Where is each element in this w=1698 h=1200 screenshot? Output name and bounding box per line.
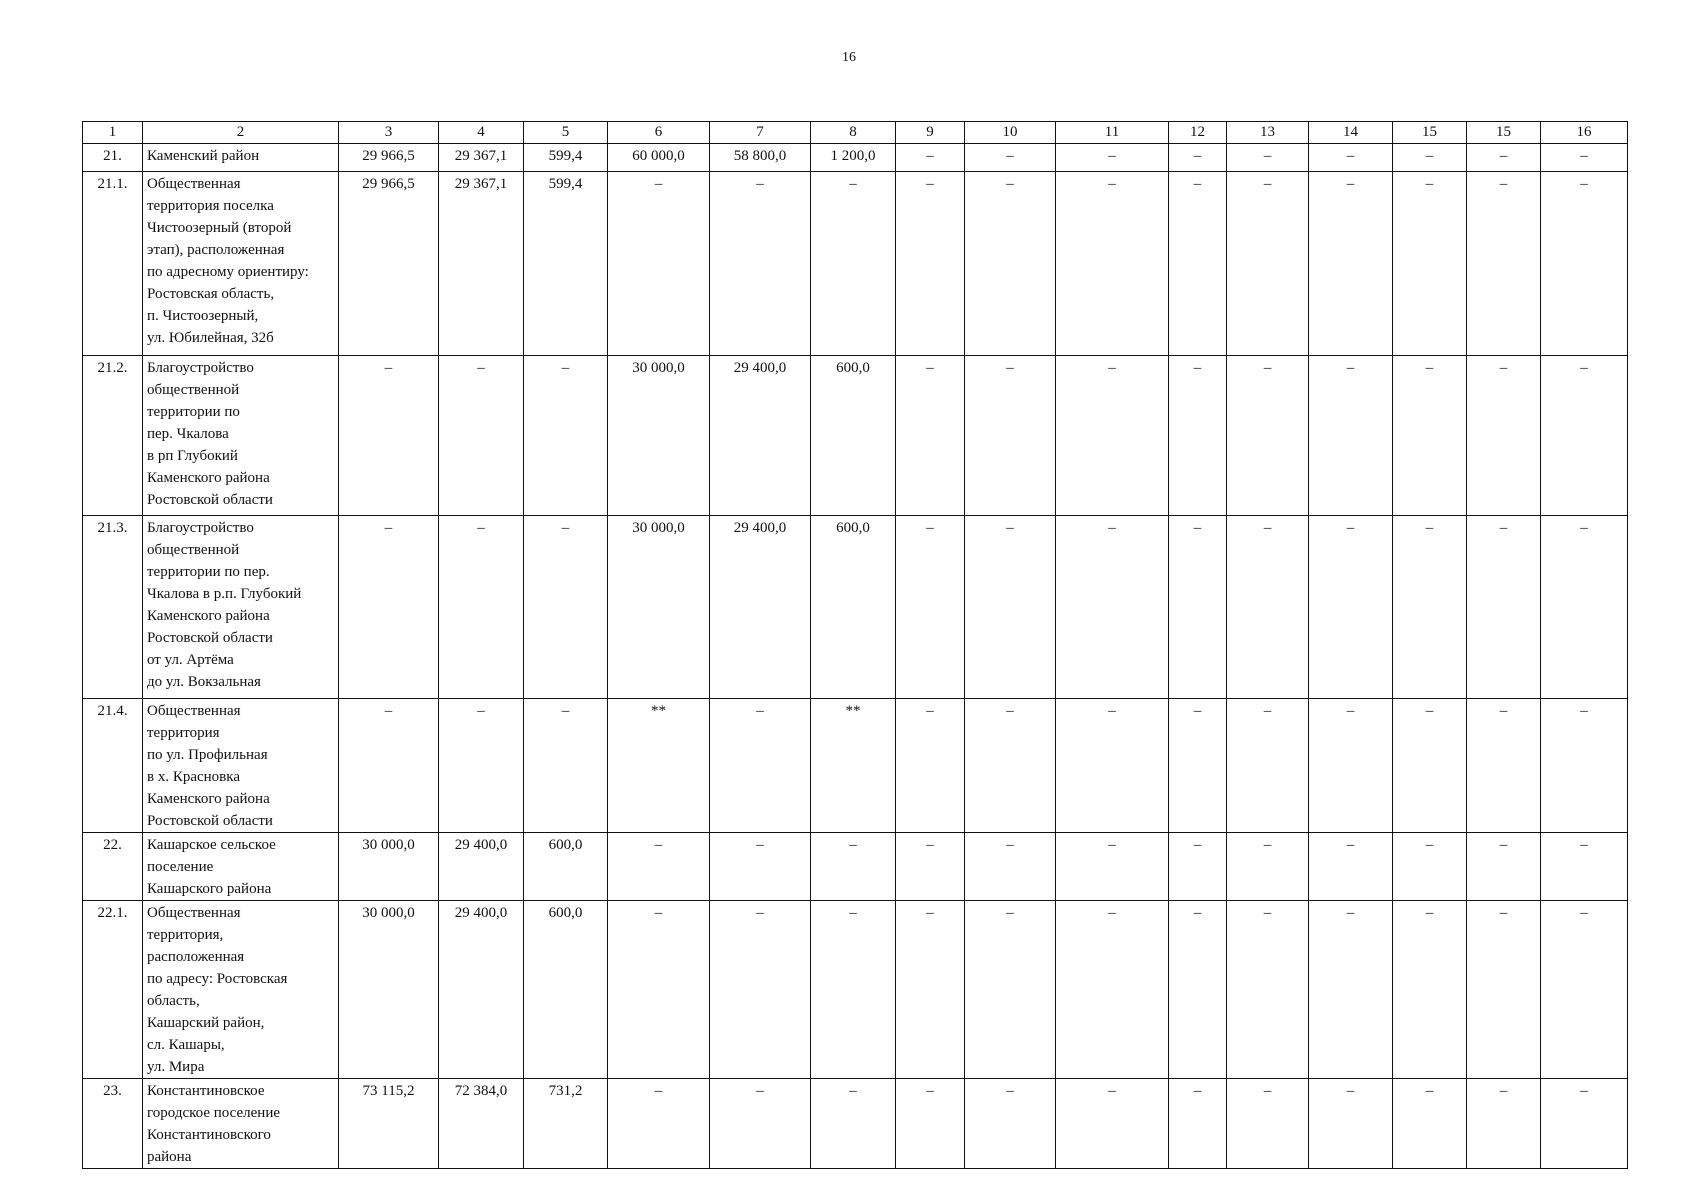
value-cell: – xyxy=(439,516,524,699)
value-cell: – xyxy=(1227,144,1309,172)
header-cell: 1 xyxy=(83,122,143,144)
value-cell: 731,2 xyxy=(524,1079,608,1169)
value-cell: – xyxy=(1467,1079,1541,1169)
value-cell: 72 384,0 xyxy=(439,1079,524,1169)
row-name: Общественная территория, расположенная по адресу: Ростовская область, Кашарский район, сл. Кашары, ул. Мира xyxy=(143,901,339,1079)
value-cell: – xyxy=(1309,516,1393,699)
row-number: 23. xyxy=(83,1079,143,1169)
value-cell: – xyxy=(1309,699,1393,833)
row-number: 22. xyxy=(83,833,143,901)
value-cell: – xyxy=(1227,356,1309,516)
header-cell: 4 xyxy=(439,122,524,144)
table-row xyxy=(83,699,1628,833)
header-cell: 2 xyxy=(143,122,339,144)
value-cell: 29 400,0 xyxy=(439,901,524,1079)
row-number: 22.1. xyxy=(83,901,143,1079)
value-cell: – xyxy=(1309,833,1393,901)
table-body xyxy=(83,144,1628,1169)
value-cell: – xyxy=(608,172,710,356)
value-cell: – xyxy=(1056,1079,1169,1169)
value-cell: – xyxy=(710,699,811,833)
value-cell: – xyxy=(710,172,811,356)
row-number: 21.1. xyxy=(83,172,143,356)
value-cell: – xyxy=(965,516,1056,699)
value-cell: – xyxy=(1169,1079,1227,1169)
value-cell: – xyxy=(965,172,1056,356)
value-cell: – xyxy=(896,172,965,356)
value-cell: – xyxy=(1467,901,1541,1079)
row-name: Благоустройство общественной территории по пер. Чкалова в р.п. Глубокий Каменского района Ростовской области от ул. Артёма до ул. Вокзальная xyxy=(143,516,339,699)
value-cell: 600,0 xyxy=(524,901,608,1079)
value-cell: – xyxy=(524,516,608,699)
value-cell: 60 000,0 xyxy=(608,144,710,172)
header-cell: 7 xyxy=(710,122,811,144)
value-cell: – xyxy=(811,833,896,901)
value-cell: ** xyxy=(811,699,896,833)
value-cell: – xyxy=(1056,833,1169,901)
value-cell: – xyxy=(965,699,1056,833)
value-cell: 29 367,1 xyxy=(439,144,524,172)
header-cell: 12 xyxy=(1169,122,1227,144)
value-cell: 29 367,1 xyxy=(439,172,524,356)
value-cell: – xyxy=(439,699,524,833)
table-row xyxy=(83,901,1628,1079)
value-cell: – xyxy=(1169,901,1227,1079)
value-cell: – xyxy=(896,356,965,516)
value-cell: – xyxy=(339,699,439,833)
row-number: 21.2. xyxy=(83,356,143,516)
value-cell: – xyxy=(1393,699,1467,833)
value-cell: – xyxy=(1227,833,1309,901)
value-cell: – xyxy=(1309,172,1393,356)
value-cell: 73 115,2 xyxy=(339,1079,439,1169)
row-name: Константиновское городское поселение Константиновского района xyxy=(143,1079,339,1169)
value-cell: 29 400,0 xyxy=(710,356,811,516)
value-cell: – xyxy=(896,516,965,699)
header-cell: 15 xyxy=(1467,122,1541,144)
header-cell: 8 xyxy=(811,122,896,144)
value-cell: – xyxy=(1467,172,1541,356)
value-cell: 29 966,5 xyxy=(339,172,439,356)
value-cell: – xyxy=(965,356,1056,516)
header-cell: 5 xyxy=(524,122,608,144)
value-cell: – xyxy=(1056,356,1169,516)
header-cell: 3 xyxy=(339,122,439,144)
value-cell: – xyxy=(896,699,965,833)
table-row xyxy=(83,833,1628,901)
value-cell: 30 000,0 xyxy=(608,356,710,516)
value-cell: – xyxy=(1169,516,1227,699)
value-cell: – xyxy=(1541,144,1628,172)
row-number: 21.4. xyxy=(83,699,143,833)
value-cell: – xyxy=(1541,1079,1628,1169)
value-cell: – xyxy=(1309,144,1393,172)
value-cell: – xyxy=(608,901,710,1079)
header-cell: 13 xyxy=(1227,122,1309,144)
value-cell: – xyxy=(1309,356,1393,516)
value-cell: 29 400,0 xyxy=(710,516,811,699)
value-cell: ** xyxy=(608,699,710,833)
value-cell: – xyxy=(710,901,811,1079)
table-row xyxy=(83,1079,1628,1169)
value-cell: 29 966,5 xyxy=(339,144,439,172)
value-cell: 600,0 xyxy=(524,833,608,901)
value-cell: – xyxy=(1393,833,1467,901)
value-cell: – xyxy=(1169,144,1227,172)
value-cell: – xyxy=(896,144,965,172)
value-cell: – xyxy=(1227,699,1309,833)
row-name: Каменский район xyxy=(143,144,339,172)
value-cell: – xyxy=(811,901,896,1079)
page-number: 16 xyxy=(842,50,856,65)
header-cell: 9 xyxy=(896,122,965,144)
row-name: Общественная территория по ул. Профильная в х. Красновка Каменского района Ростовской области xyxy=(143,699,339,833)
value-cell: – xyxy=(1467,699,1541,833)
value-cell: – xyxy=(1169,833,1227,901)
value-cell: – xyxy=(1056,144,1169,172)
value-cell: – xyxy=(965,901,1056,1079)
value-cell: 600,0 xyxy=(811,356,896,516)
value-cell: – xyxy=(965,1079,1056,1169)
value-cell: – xyxy=(1309,1079,1393,1169)
value-cell: – xyxy=(1541,516,1628,699)
value-cell: – xyxy=(1227,516,1309,699)
table-row xyxy=(83,356,1628,516)
value-cell: – xyxy=(896,833,965,901)
value-cell: – xyxy=(1393,356,1467,516)
row-name: Кашарское сельское поселение Кашарского района xyxy=(143,833,339,901)
value-cell: – xyxy=(896,901,965,1079)
header-cell: 16 xyxy=(1541,122,1628,144)
value-cell: – xyxy=(1467,833,1541,901)
value-cell: – xyxy=(1169,356,1227,516)
value-cell: – xyxy=(1393,1079,1467,1169)
value-cell: – xyxy=(811,172,896,356)
value-cell: – xyxy=(439,356,524,516)
value-cell: – xyxy=(1169,699,1227,833)
value-cell: – xyxy=(1541,172,1628,356)
value-cell: – xyxy=(1309,901,1393,1079)
value-cell: – xyxy=(1393,901,1467,1079)
value-cell: – xyxy=(1227,901,1309,1079)
value-cell: 58 800,0 xyxy=(710,144,811,172)
table-header xyxy=(83,122,1628,144)
value-cell: – xyxy=(1056,516,1169,699)
budget-table xyxy=(82,121,1628,1169)
header-cell: 15 xyxy=(1393,122,1467,144)
value-cell: – xyxy=(896,1079,965,1169)
value-cell: 30 000,0 xyxy=(339,833,439,901)
header-cell: 10 xyxy=(965,122,1056,144)
value-cell: – xyxy=(1393,144,1467,172)
row-name: Благоустройство общественной территории по пер. Чкалова в рп Глубокий Каменского района Ростовской области xyxy=(143,356,339,516)
value-cell: – xyxy=(710,1079,811,1169)
value-cell: – xyxy=(339,356,439,516)
value-cell: – xyxy=(1227,172,1309,356)
value-cell: 1 200,0 xyxy=(811,144,896,172)
value-cell: 599,4 xyxy=(524,144,608,172)
table-row xyxy=(83,516,1628,699)
value-cell: 29 400,0 xyxy=(439,833,524,901)
header-cell: 11 xyxy=(1056,122,1169,144)
header-cell: 14 xyxy=(1309,122,1393,144)
value-cell: – xyxy=(339,516,439,699)
value-cell: – xyxy=(1056,901,1169,1079)
header-row xyxy=(83,122,1628,144)
value-cell: – xyxy=(524,356,608,516)
row-name: Общественная территория поселка Чистоозерный (второй этап), расположенная по адресному ориентиру: Ростовская область, п. Чистоозерный, ул. Юбилейная, 32б xyxy=(143,172,339,356)
table-row xyxy=(83,144,1628,172)
row-number: 21.3. xyxy=(83,516,143,699)
value-cell: – xyxy=(608,1079,710,1169)
table-row xyxy=(83,172,1628,356)
header-cell: 6 xyxy=(608,122,710,144)
value-cell: – xyxy=(608,833,710,901)
value-cell: – xyxy=(1056,172,1169,356)
value-cell: – xyxy=(965,833,1056,901)
value-cell: – xyxy=(524,699,608,833)
value-cell: – xyxy=(1169,172,1227,356)
value-cell: – xyxy=(1467,144,1541,172)
value-cell: – xyxy=(710,833,811,901)
value-cell: – xyxy=(1393,516,1467,699)
value-cell: – xyxy=(1541,901,1628,1079)
value-cell: – xyxy=(1541,833,1628,901)
value-cell: – xyxy=(1467,516,1541,699)
value-cell: 30 000,0 xyxy=(608,516,710,699)
value-cell: – xyxy=(1467,356,1541,516)
value-cell: – xyxy=(1541,356,1628,516)
value-cell: – xyxy=(1393,172,1467,356)
value-cell: – xyxy=(1056,699,1169,833)
value-cell: 30 000,0 xyxy=(339,901,439,1079)
row-number: 21. xyxy=(83,144,143,172)
value-cell: – xyxy=(811,1079,896,1169)
value-cell: – xyxy=(1541,699,1628,833)
value-cell: 600,0 xyxy=(811,516,896,699)
value-cell: 599,4 xyxy=(524,172,608,356)
value-cell: – xyxy=(1227,1079,1309,1169)
value-cell: – xyxy=(965,144,1056,172)
